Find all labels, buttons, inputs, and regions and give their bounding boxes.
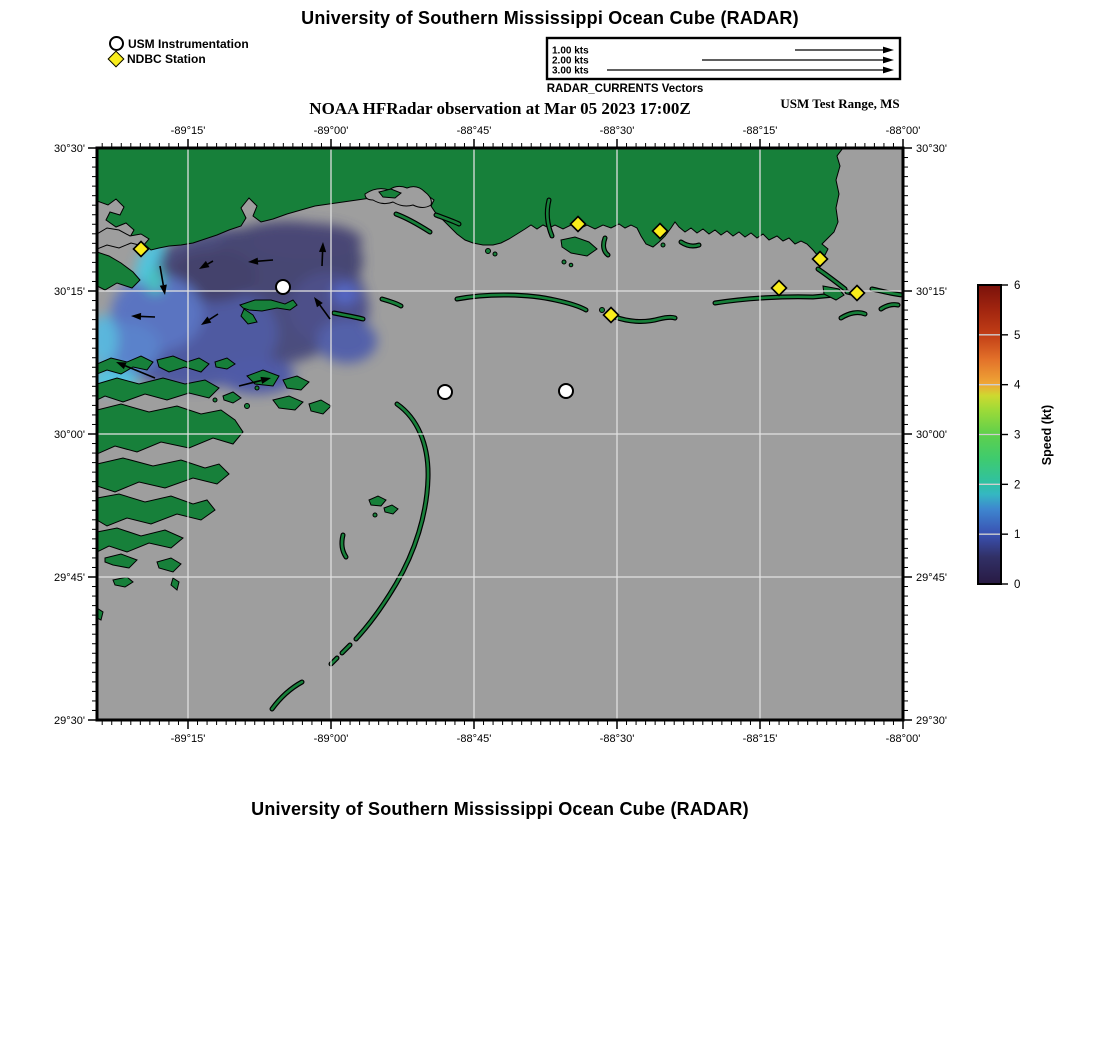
- legend-item-ndbc: [109, 51, 249, 66]
- y-tick-label: 30°00': [916, 429, 947, 441]
- y-tick-label: 30°00': [54, 429, 85, 441]
- x-tick-label: -88°00': [885, 733, 921, 745]
- y-tick-label: 29°45': [54, 572, 85, 584]
- y-tick-label: 30°15': [54, 286, 85, 298]
- x-tick-label: -88°30': [599, 125, 635, 137]
- x-tick-label: -88°45': [456, 125, 492, 137]
- map-figure: [0, 115, 1000, 770]
- y-tick-label: 29°30': [54, 715, 85, 727]
- vector-scale-border: [547, 38, 900, 79]
- vector-scale-caption: RADAR_CURRENTS Vectors: [546, 83, 704, 95]
- scale-row-label: 3.00 kts: [552, 65, 589, 77]
- x-tick-label: -89°15': [170, 125, 206, 137]
- vector-scale-box: [545, 36, 905, 84]
- scale-row-label: 2.00 kts: [552, 55, 589, 67]
- map-legend: [109, 36, 249, 66]
- bottom-title: University of Southern Mississippi Ocean Cube (RADAR): [251, 799, 749, 819]
- colorbar-tick-label: 3: [1014, 429, 1021, 442]
- x-tick-label: -88°15': [742, 733, 778, 745]
- x-tick-label: -89°00': [313, 125, 349, 137]
- usm-instrument-marker: [438, 385, 452, 399]
- colorbar-tick-label: 2: [1014, 479, 1021, 492]
- x-tick-label: -88°45': [456, 733, 492, 745]
- legend-usm-label: USM Instrumentation: [128, 36, 249, 51]
- x-tick-label: -88°30': [599, 733, 635, 745]
- page-title: University of Southern Mississippi Ocean Cube (RADAR): [301, 8, 799, 28]
- range-label: USM Test Range, MS: [780, 96, 900, 111]
- colorbar-tick-label: 6: [1014, 280, 1021, 292]
- colorbar-tick-label: 0: [1014, 579, 1021, 591]
- usm-circle-icon: [109, 36, 124, 51]
- ndbc-diamond-icon: [108, 50, 125, 67]
- y-tick-label: 30°15': [916, 286, 947, 298]
- x-tick-label: -88°00': [885, 125, 921, 137]
- usm-instrument-marker: [276, 280, 290, 294]
- colorbar-tick-label: 1: [1014, 529, 1021, 542]
- colorbar-tick-label: 5: [1014, 329, 1021, 342]
- y-tick-label: 29°45': [916, 572, 947, 584]
- x-tick-label: -89°15': [170, 733, 206, 745]
- x-tick-label: -88°15': [742, 125, 778, 137]
- y-tick-label: 30°30': [916, 143, 947, 155]
- colorbar-tick-label: 4: [1014, 379, 1021, 392]
- scale-row-label: 1.00 kts: [552, 45, 589, 57]
- colorbar-title: Speed (kt): [1040, 404, 1054, 466]
- colorbar: [955, 258, 1100, 618]
- legend-ndbc-label: NDBC Station: [127, 51, 206, 66]
- x-tick-label: -89°00': [313, 733, 349, 745]
- y-tick-label: 29°30': [916, 715, 947, 727]
- usm-instrument-marker: [559, 384, 573, 398]
- subtitle: NOAA HFRadar observation at Mar 05 2023 17:00Z: [309, 99, 691, 118]
- y-tick-label: 30°30': [54, 143, 85, 155]
- legend-item-usm: [109, 36, 249, 51]
